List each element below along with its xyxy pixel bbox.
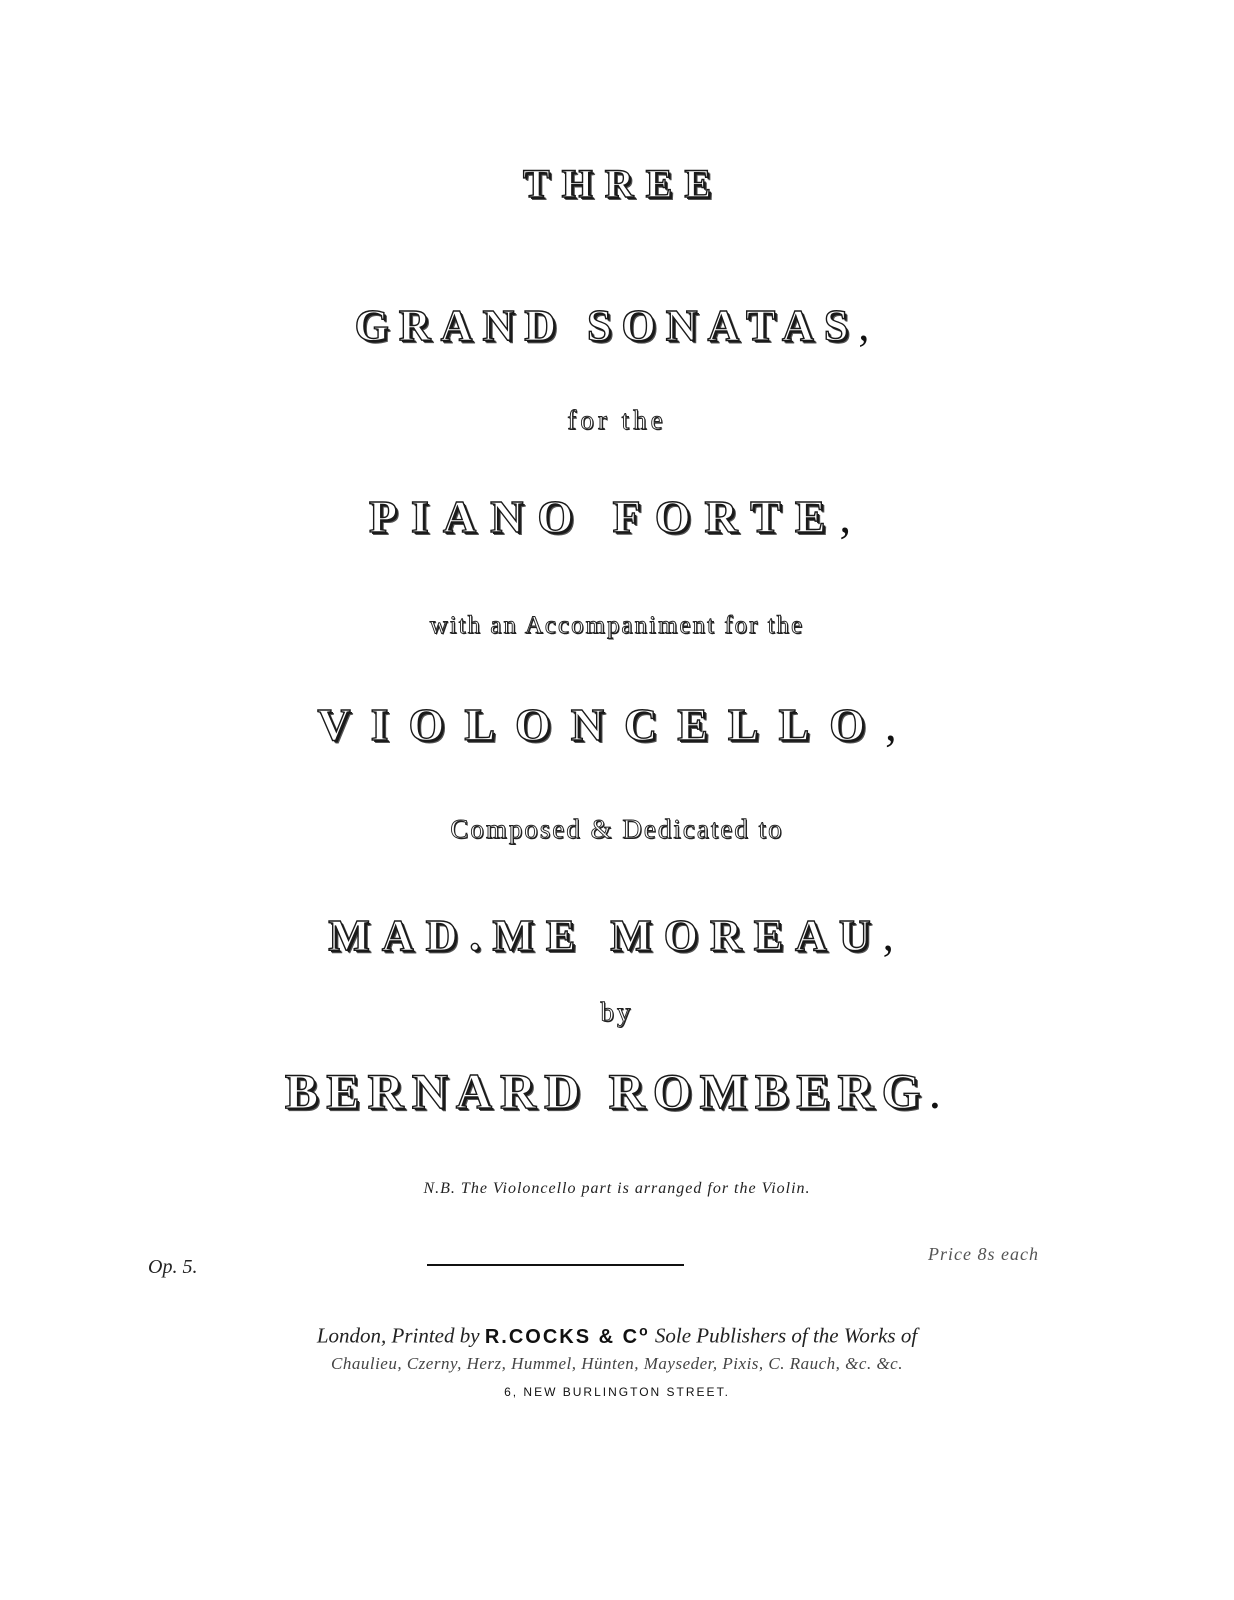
title-grand-sonatas-punct: , — [858, 301, 880, 350]
publisher-name — [484, 1322, 650, 1348]
title-violoncello-text: VIOLONCELLO — [317, 699, 886, 750]
title-violoncello-punct: , — [885, 699, 917, 750]
line-for-the-text: for the — [567, 405, 667, 435]
publisher-name-sup: o — [639, 1322, 650, 1338]
imprint-suffix: Sole Publishers of the Works of — [654, 1323, 918, 1348]
imprint-line — [0, 1322, 1234, 1349]
line-for-the — [0, 405, 1234, 436]
line-composed — [0, 814, 1234, 845]
opus-number: Op. 5. — [148, 1256, 198, 1278]
line-by-text: by — [600, 997, 634, 1027]
imprint-address-text: 6, NEW BURLINGTON STREET. — [504, 1385, 730, 1399]
imprint-address — [0, 1385, 1234, 1399]
title-composer-punct: . — [928, 1063, 950, 1119]
title-grand-sonatas — [0, 300, 1234, 351]
title-piano-forte — [0, 490, 1234, 543]
decorative-rule — [427, 1264, 684, 1266]
title-grand-sonatas-text: GRAND SONATAS — [354, 301, 859, 350]
title-composer — [0, 1062, 1234, 1120]
line-accompaniment-text: with an Accompaniment for the — [429, 612, 805, 639]
title-composer-text: BERNARD ROMBERG — [284, 1063, 929, 1119]
imprint-composers-list — [0, 1354, 1234, 1374]
title-dedicatee-text: MAD.ME MOREAU — [328, 911, 883, 960]
title-three-text: THREE — [522, 161, 724, 206]
title-violoncello — [0, 698, 1234, 751]
publisher-name-text: R.COCKS & C — [484, 1325, 640, 1348]
line-by — [0, 997, 1234, 1028]
line-composed-text: Composed & Dedicated to — [450, 814, 784, 844]
title-piano-forte-punct: , — [839, 491, 866, 542]
title-dedicatee-punct: , — [882, 911, 906, 960]
imprint-composers-list-text: Chaulieu, Czerny, Herz, Hummel, Hünten, Mayseder, Pixis, C. Rauch, &c. &c. — [331, 1354, 903, 1373]
line-accompaniment — [0, 612, 1234, 640]
imprint-prefix: London, Printed by — [316, 1323, 480, 1348]
title-three — [0, 160, 1234, 207]
title-piano-forte-text: PIANO FORTE — [368, 491, 840, 542]
violin-arrangement-note — [0, 1180, 1234, 1198]
price-label: Price 8s each — [928, 1244, 1039, 1264]
title-dedicatee — [0, 910, 1234, 961]
violin-arrangement-note-text: N.B. The Violoncello part is arranged for the Violin. — [423, 1180, 811, 1197]
